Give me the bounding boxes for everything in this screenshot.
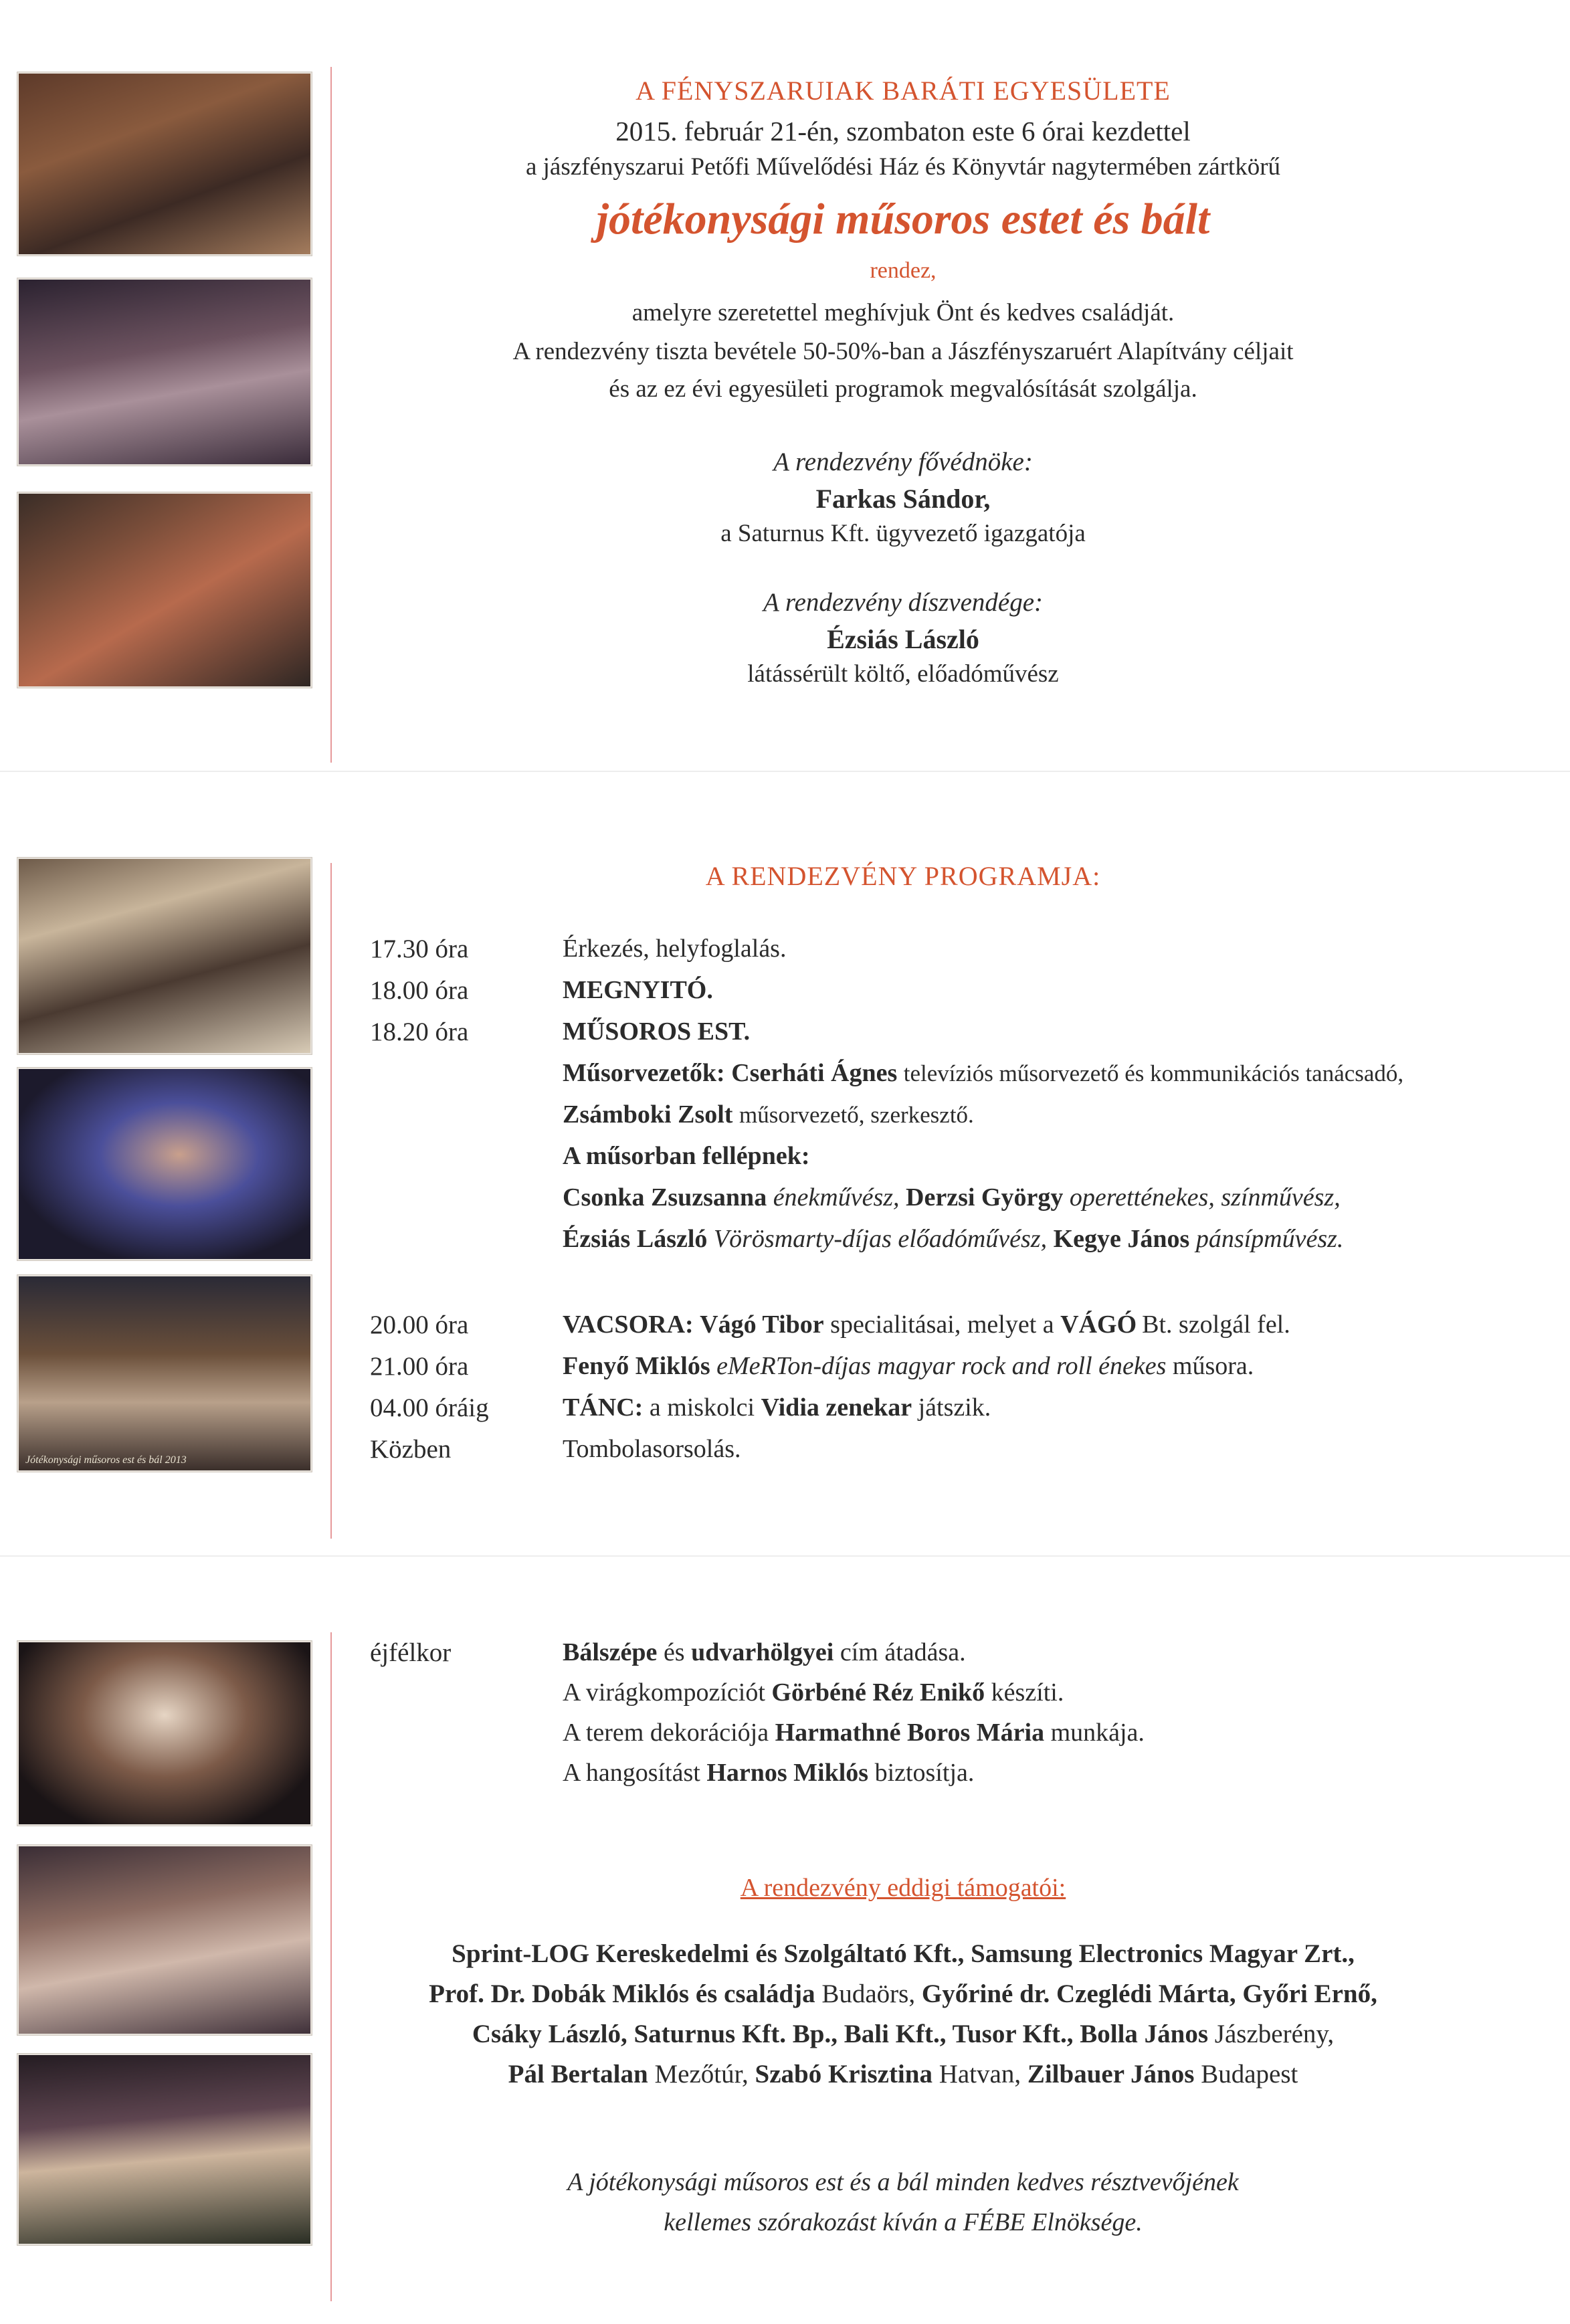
midnight-l1-c: udvarhölgyei bbox=[691, 1638, 834, 1666]
sponsors-l4-e: Zilbauer János bbox=[1027, 2060, 1195, 2089]
dinner-label: VACSORA: bbox=[563, 1311, 694, 1339]
sponsors-line-1: Sprint-LOG Kereskedelmi és Szolgáltató Kft., Samsung Electronics Magyar Zrt., bbox=[452, 1939, 1355, 1968]
midnight-l3-c: munkája. bbox=[1050, 1719, 1145, 1747]
perf2-name: Derzsi György bbox=[906, 1183, 1064, 1212]
proceeds-line-1: A rendezvény tiszta bevétele 50-50%-ban a Jászfényszaruért Alapítvány céljait bbox=[512, 338, 1294, 365]
perf4-desc: pánsípművész. bbox=[1195, 1225, 1344, 1253]
hosts-line-2 bbox=[563, 1100, 974, 1129]
host1-name: Cserháti Ágnes bbox=[731, 1059, 898, 1087]
sponsors-l4-b: Mezőtúr, bbox=[654, 2060, 749, 2089]
rock-name: Fenyő Miklós bbox=[563, 1352, 710, 1380]
photo-dancing-crowd bbox=[17, 1845, 312, 2035]
photo-duet bbox=[17, 1641, 312, 1826]
dance-mid: a miskolci bbox=[649, 1393, 755, 1422]
patron-name: Farkas Sándor, bbox=[815, 484, 991, 514]
program-title: A RENDEZVÉNY PROGRAMJA: bbox=[705, 861, 1101, 891]
perf4-name: Kegye János bbox=[1053, 1225, 1190, 1253]
photo-award-ceremony bbox=[17, 492, 312, 688]
guest-title: látássérült költő, előadóművész bbox=[747, 660, 1059, 688]
photo-dance-couple bbox=[17, 278, 312, 466]
program-desc-3: MŰSOROS EST. bbox=[563, 1018, 751, 1046]
org-title: A FÉNYSZARUIAK BARÁTI EGYESÜLETE bbox=[635, 76, 1171, 106]
rock-line bbox=[563, 1351, 1254, 1381]
program-time-2: 18.00 óra bbox=[370, 976, 469, 1005]
photo-stage-singers bbox=[17, 72, 312, 256]
program-time-6: 04.00 óráig bbox=[370, 1393, 489, 1422]
performers-line-2 bbox=[563, 1224, 1343, 1254]
host2-desc: műsorvezető, szerkesztő. bbox=[739, 1102, 974, 1128]
perf1-name: Csonka Zsuzsanna bbox=[563, 1183, 767, 1212]
sponsors-title: A rendezvény eddigi támogatói: bbox=[740, 1874, 1066, 1902]
midnight-l3-b: Harmathné Boros Mária bbox=[775, 1719, 1045, 1747]
sponsors-l2-b: Budaörs, bbox=[821, 1979, 916, 2008]
raffle-line: Tombolasorsolás. bbox=[563, 1435, 741, 1463]
midnight-line-2 bbox=[563, 1678, 1064, 1707]
sponsors-l4-c: Szabó Krisztina bbox=[755, 2060, 933, 2089]
midnight-l4-a: A hangosítást bbox=[563, 1759, 700, 1787]
midnight-time: éjfélkor bbox=[370, 1638, 452, 1667]
midnight-l1-d: cím átadása. bbox=[840, 1638, 966, 1666]
midnight-l4-c: biztosítja. bbox=[874, 1759, 975, 1787]
photo-folk-dancers bbox=[17, 1275, 312, 1472]
date-line-text: 2015. február 21-én, szombaton este 6 órai kezdettel bbox=[615, 116, 1191, 147]
rock-desc: eMeRTon-díjas magyar rock and roll énekes bbox=[716, 1352, 1167, 1380]
photo-singer bbox=[17, 1068, 312, 1260]
photo-caption: Jótékonysági műsoros est és bál 2013 bbox=[25, 1454, 187, 1466]
midnight-l3-a: A terem dekorációja bbox=[563, 1719, 769, 1747]
performers-label: A műsorban fellépnek: bbox=[563, 1142, 810, 1170]
midnight-line-3 bbox=[563, 1718, 1145, 1747]
host1-desc: televíziós műsorvezető és kommunikációs tanácsadó, bbox=[903, 1060, 1404, 1086]
midnight-l2-c: készíti. bbox=[991, 1678, 1064, 1707]
patron-title: a Saturnus Kft. ügyvezető igazgatója bbox=[720, 520, 1086, 547]
fold-line-1 bbox=[0, 771, 1570, 772]
midnight-l2-a: A virágkompozíciót bbox=[563, 1678, 765, 1707]
divider-line-top bbox=[330, 67, 332, 763]
sponsors-line-4 bbox=[334, 2059, 1472, 2089]
invite-line: amelyre szeretettel meghívjuk Önt és kedves családját. bbox=[631, 299, 1175, 326]
rock-end: műsora. bbox=[1172, 1352, 1254, 1380]
midnight-l2-b: Görbéné Réz Enikő bbox=[771, 1678, 985, 1707]
sponsors-l4-a: Pál Bertalan bbox=[508, 2060, 648, 2089]
venue-line: a jászfényszarui Petőfi Művelődési Ház és Könyvtár nagytermében zártkörű bbox=[525, 153, 1281, 181]
guest-name: Ézsiás László bbox=[827, 624, 979, 654]
sponsors-l4-d: Hatvan, bbox=[939, 2060, 1021, 2089]
dinner-company: VÁGÓ bbox=[1060, 1311, 1137, 1339]
sponsors-l3-a: Csáky László, Saturnus Kft. Bp., Bali Kft., Tusor Kft., Bolla János bbox=[472, 2020, 1209, 2048]
midnight-line-4 bbox=[563, 1758, 974, 1787]
dinner-end: Bt. szolgál fel. bbox=[1142, 1311, 1290, 1339]
perf1-desc: énekművész, bbox=[773, 1183, 900, 1212]
program-time-4: 20.00 óra bbox=[370, 1311, 469, 1339]
midnight-l4-b: Harnos Miklós bbox=[706, 1759, 869, 1787]
proceeds-line-2: és az ez évi egyesületi programok megvalósítását szolgálja. bbox=[609, 375, 1197, 403]
program-desc-2: MEGNYITÓ. bbox=[563, 976, 713, 1004]
guest-label: A rendezvény díszvendége: bbox=[763, 588, 1043, 617]
dinner-chef: Vágó Tibor bbox=[700, 1311, 824, 1339]
midnight-l1-a: Bálszépe bbox=[563, 1638, 658, 1666]
closing-line-2: kellemes szórakozást kíván a FÉBE Elnöksége. bbox=[664, 2208, 1143, 2236]
dance-end: játszik. bbox=[918, 1393, 991, 1422]
midnight-l1-b: és bbox=[663, 1638, 685, 1666]
sponsors-l4-f: Budapest bbox=[1201, 2060, 1298, 2089]
divider-line-middle bbox=[330, 863, 332, 1539]
closing-line-1: A jótékonysági műsoros est és a bál minden kedves résztvevőjének bbox=[567, 2168, 1239, 2196]
dinner-mid: specialitásai, melyet a bbox=[830, 1311, 1054, 1339]
fold-line-2 bbox=[0, 1555, 1570, 1557]
event-title: jótékonysági műsoros estet és bált bbox=[596, 195, 1210, 244]
sponsors-l3-b: Jászberény, bbox=[1214, 2020, 1335, 2048]
dance-line bbox=[563, 1393, 991, 1422]
program-time-3: 18.20 óra bbox=[370, 1018, 469, 1046]
rendez-word: rendez, bbox=[870, 258, 937, 283]
program-desc-1: Érkezés, helyfoglalás. bbox=[563, 935, 787, 963]
sponsors-l2-c: Győriné dr. Czeglédi Márta, Győri Ernő, bbox=[921, 1979, 1377, 2008]
program-time-5: 21.00 óra bbox=[370, 1352, 469, 1381]
midnight-line-1 bbox=[563, 1638, 966, 1667]
hosts-line-1 bbox=[563, 1058, 1403, 1088]
performers-line-1 bbox=[563, 1183, 1341, 1212]
patron-label: A rendezvény fővédnöke: bbox=[773, 448, 1033, 476]
photo-guests-table bbox=[17, 858, 312, 1054]
hosts-label: Műsorvezetők: bbox=[563, 1059, 725, 1087]
sponsors-line-2 bbox=[334, 1979, 1472, 2009]
perf2-desc: operetténekes, színművész, bbox=[1069, 1183, 1341, 1212]
host2-name: Zsámboki Zsolt bbox=[563, 1100, 733, 1129]
sponsors-line-3 bbox=[334, 2019, 1472, 2049]
program-time-7: Közben bbox=[370, 1435, 452, 1464]
dance-label: TÁNC: bbox=[563, 1393, 644, 1422]
dinner-line bbox=[563, 1310, 1290, 1339]
date-line bbox=[334, 115, 1472, 147]
program-time-1: 17.30 óra bbox=[370, 935, 469, 963]
dance-band: Vidia zenekar bbox=[761, 1393, 912, 1422]
photo-ball-queens bbox=[17, 2054, 312, 2245]
perf3-name: Ézsiás László bbox=[563, 1225, 708, 1253]
perf3-desc: Vörösmarty-díjas előadóművész, bbox=[713, 1225, 1048, 1253]
sponsors-l2-a: Prof. Dr. Dobák Miklós és családja bbox=[429, 1979, 815, 2008]
divider-line-bottom bbox=[330, 1632, 332, 2301]
